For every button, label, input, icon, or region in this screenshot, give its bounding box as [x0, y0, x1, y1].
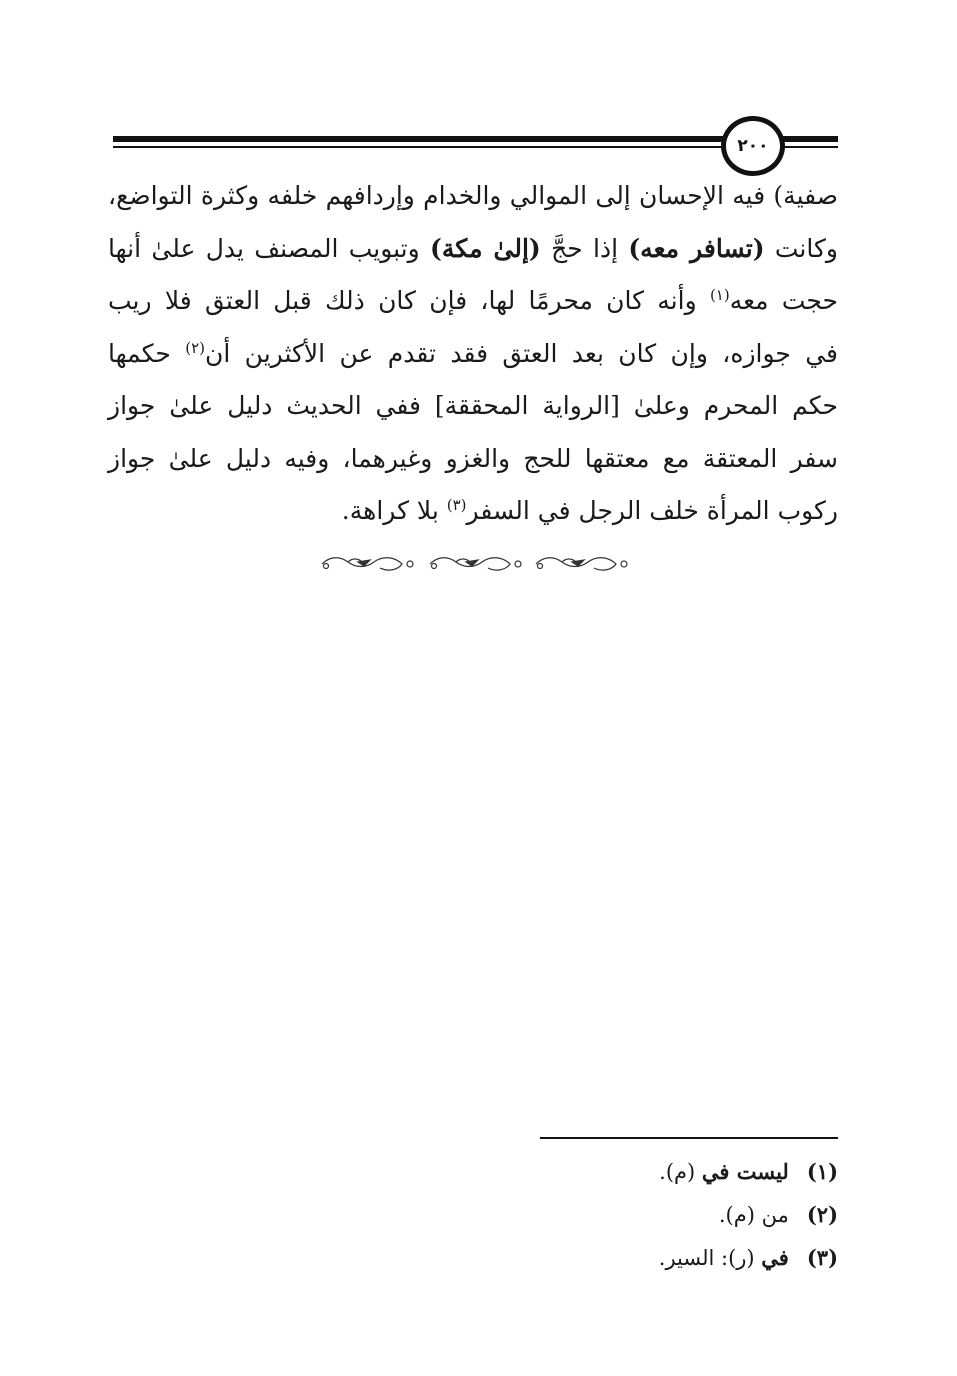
footnote-2 — [500, 1193, 838, 1236]
footnote-3 — [500, 1236, 838, 1279]
footnote-separator — [540, 1137, 838, 1139]
text-line-6: سفر المعتقة مع معتقها للحج والغزو وغيرهما، وفيه دليل علىٰ جواز — [108, 443, 838, 473]
text-line-1: صفية) فيه الإحسان إلى الموالي والخدام وإردافهم خلفه وكثرة التواضع، — [108, 181, 838, 210]
page-number: ٢٠٠ — [737, 136, 769, 156]
footnote-1 — [500, 1150, 838, 1193]
text-line-7: ركوب المرأة خلف الرجل في السفر$^{(٣)}$ بلا كراهة. — [341, 496, 838, 525]
ornament-unit-center — [430, 558, 521, 570]
footnote-text: (ر): السير. — [658, 1246, 762, 1270]
text-line-5: حكم المحرم وعلىٰ [الرواية المحققة] ففي الحديث دليل علىٰ جواز — [108, 391, 838, 420]
bold-phrase-mecca: (إلىٰ مكة) — [430, 233, 541, 263]
footnote-ref-3[interactable]: (٣) — [446, 496, 467, 514]
text-line-2: وكانت (تسافر معه) إذا حجَّ (إلىٰ مكة) وتبويب المصنف يدل علىٰ أنها — [108, 233, 838, 263]
footnote-number: (١) — [806, 1159, 838, 1184]
page-number-badge — [721, 116, 785, 176]
footnotes — [500, 1150, 838, 1279]
bold-phrase-travel: (تسافر معه) — [628, 233, 765, 263]
footnote-text: (م). — [659, 1160, 702, 1184]
section-ornament — [318, 552, 632, 576]
footnote-bold: في — [761, 1245, 789, 1270]
footnote-number: (٢) — [806, 1202, 838, 1227]
footnote-number: (٣) — [806, 1245, 838, 1270]
main-text — [108, 170, 838, 538]
footnote-ref-2[interactable]: (٢) — [185, 338, 205, 357]
footnote-bold: ليست في — [701, 1159, 789, 1184]
ornament-unit-right — [536, 558, 627, 570]
ornament-unit-left — [322, 558, 413, 570]
footnote-text: من (م). — [718, 1203, 789, 1227]
text-line-3: حجت معه$^{(١)}$ وأنه كان محرمًا لها، فإن كان ذلك قبل العتق فلا ريب — [108, 286, 838, 315]
text-line-4: في جوازه، وإن كان بعد العتق فقد تقدم عن الأكثرين أن$^{(٢)}$ حكمها — [108, 338, 838, 368]
footnote-ref-1[interactable]: (١) — [709, 286, 730, 304]
